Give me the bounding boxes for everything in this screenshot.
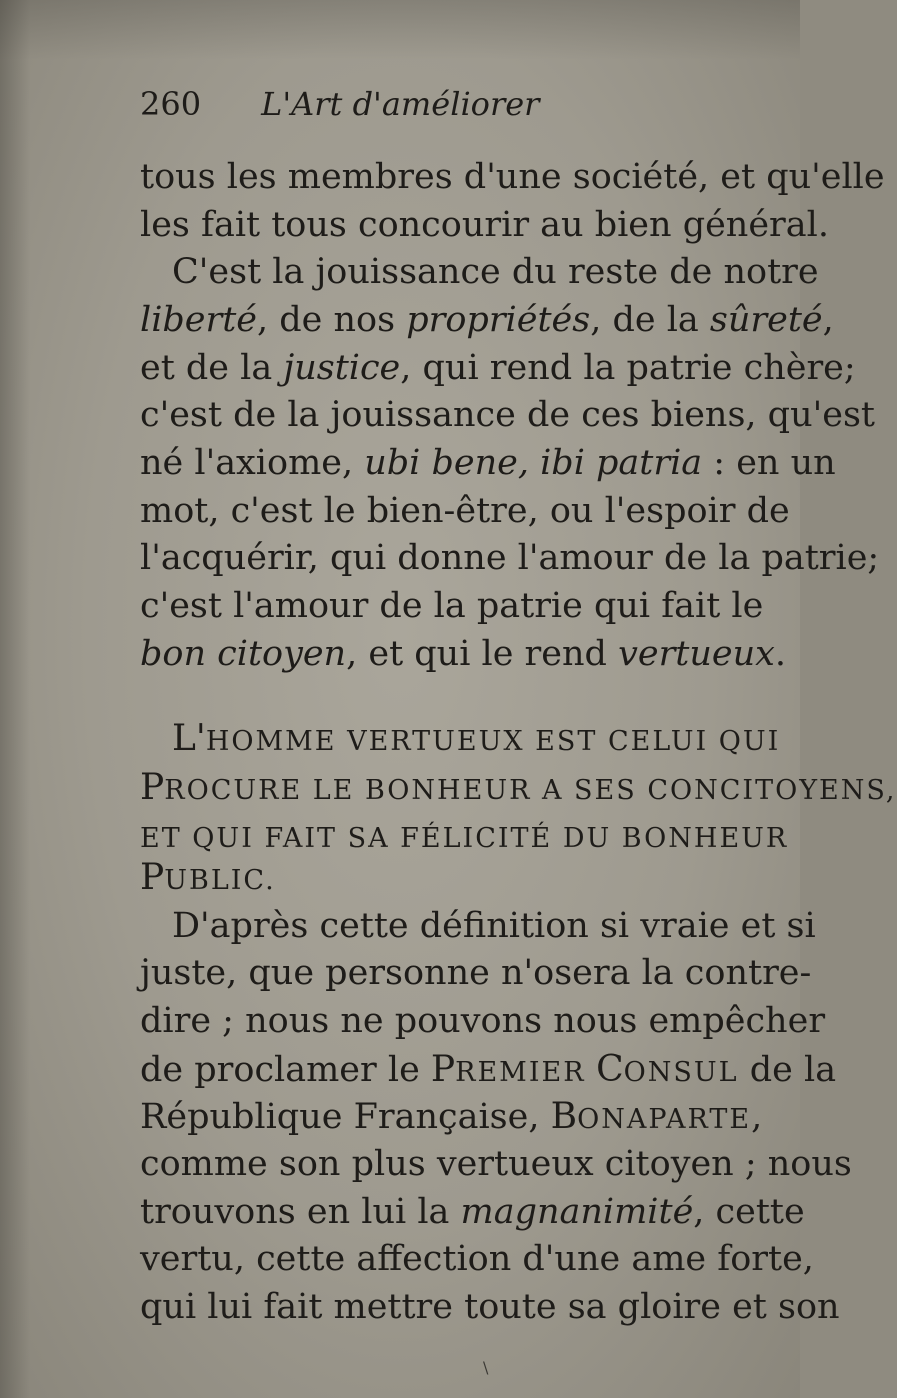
text-line [140,1191,805,1232]
text-line [140,347,856,388]
small-caps-initial: B [550,1096,578,1138]
definition-initial: P [140,856,165,898]
page-number: 260 [140,85,202,123]
text-span: , de la [590,300,710,341]
definition-text: HOMME VERTUEUX EST CELUI QUI [205,726,781,758]
page-edge-shadow [0,0,30,1398]
text-span: trouvons en lui la [140,1191,461,1232]
italic-term: justice [283,347,401,388]
page-top-shadow [0,0,800,60]
text-line: les fait tous concourir au bien général. [140,204,829,245]
text-line [140,1048,837,1090]
text-line: comme son plus vertueux citoyen ; nous [140,1143,852,1184]
text-span: République Française, [140,1097,551,1138]
text-span: , [822,300,834,341]
text-line: dire ; nous ne pouvons nous empêcher [140,1000,826,1041]
definition-text: ET QUI FAIT SA FÉLICITÉ DU BONHEUR [140,822,789,854]
definition-initial: P [140,766,165,808]
text-line: qui lui fait mettre toute sa gloire et son [140,1287,840,1327]
print-mark: \ [483,1358,489,1377]
text-line: D'après cette définition si vraie et si [172,905,816,946]
definition-line [140,856,276,898]
definition-initial: L' [172,718,206,760]
text-span: de la [738,1049,837,1090]
italic-term: bon citoyen [140,633,347,674]
text-line: tous les membres d'une société, et qu'elle [140,157,885,197]
text-span: de proclamer le [140,1049,431,1090]
text-span: , de nos [257,300,407,341]
text-span: , cette [693,1191,805,1232]
text-line [140,1096,763,1138]
text-span: né l'axiome, [140,443,365,484]
page-header [140,85,539,135]
text-line: c'est l'amour de la patrie qui fait le [140,586,764,627]
text-line [140,633,787,674]
italic-term: sûreté [709,300,823,341]
text-line: juste, que personne n'osera la contre- [140,953,812,994]
text-span: , qui rend la patrie chère; [400,347,856,388]
text-span: , et qui le rend [346,633,619,674]
text-line: C'est la jouissance du reste de notre [172,252,819,293]
text-span: . [774,633,787,674]
text-line: mot, c'est le bien-être, ou l'espoir de [140,490,790,531]
small-caps-initial: C [596,1048,624,1090]
italic-term: liberté [140,300,258,341]
small-caps-text: ONSUL [623,1056,739,1088]
small-caps-text: ONAPARTE [577,1104,752,1136]
running-title: L'Art d'améliorer [261,85,540,123]
text-line: l'acquérir, qui donne l'amour de la patrie; [140,538,880,579]
italic-term: magnanimité [460,1191,694,1232]
text-line [140,443,836,484]
small-caps-initial: P [430,1048,456,1090]
italic-term: propriétés [406,300,591,341]
latin-axiom: ubi bene, ibi patria [364,443,703,484]
text-line: c'est de la jouissance de ces biens, qu'est [140,395,875,436]
text-line: vertu, cette affection d'une ame forte, [140,1239,814,1280]
text-span: , [751,1097,763,1138]
definition-line [140,819,788,854]
definition-line [140,766,897,808]
text-span: et de la [140,347,284,388]
definition-text: UBLIC. [164,864,276,896]
definition-text: ROCURE LE BONHEUR A SES CONCITOYENS, [164,774,897,806]
text-span: : en un [702,443,836,484]
text-line [140,300,834,341]
definition-line [172,718,781,760]
italic-term: vertueux [618,633,775,674]
small-caps-text: REMIER [455,1056,597,1088]
